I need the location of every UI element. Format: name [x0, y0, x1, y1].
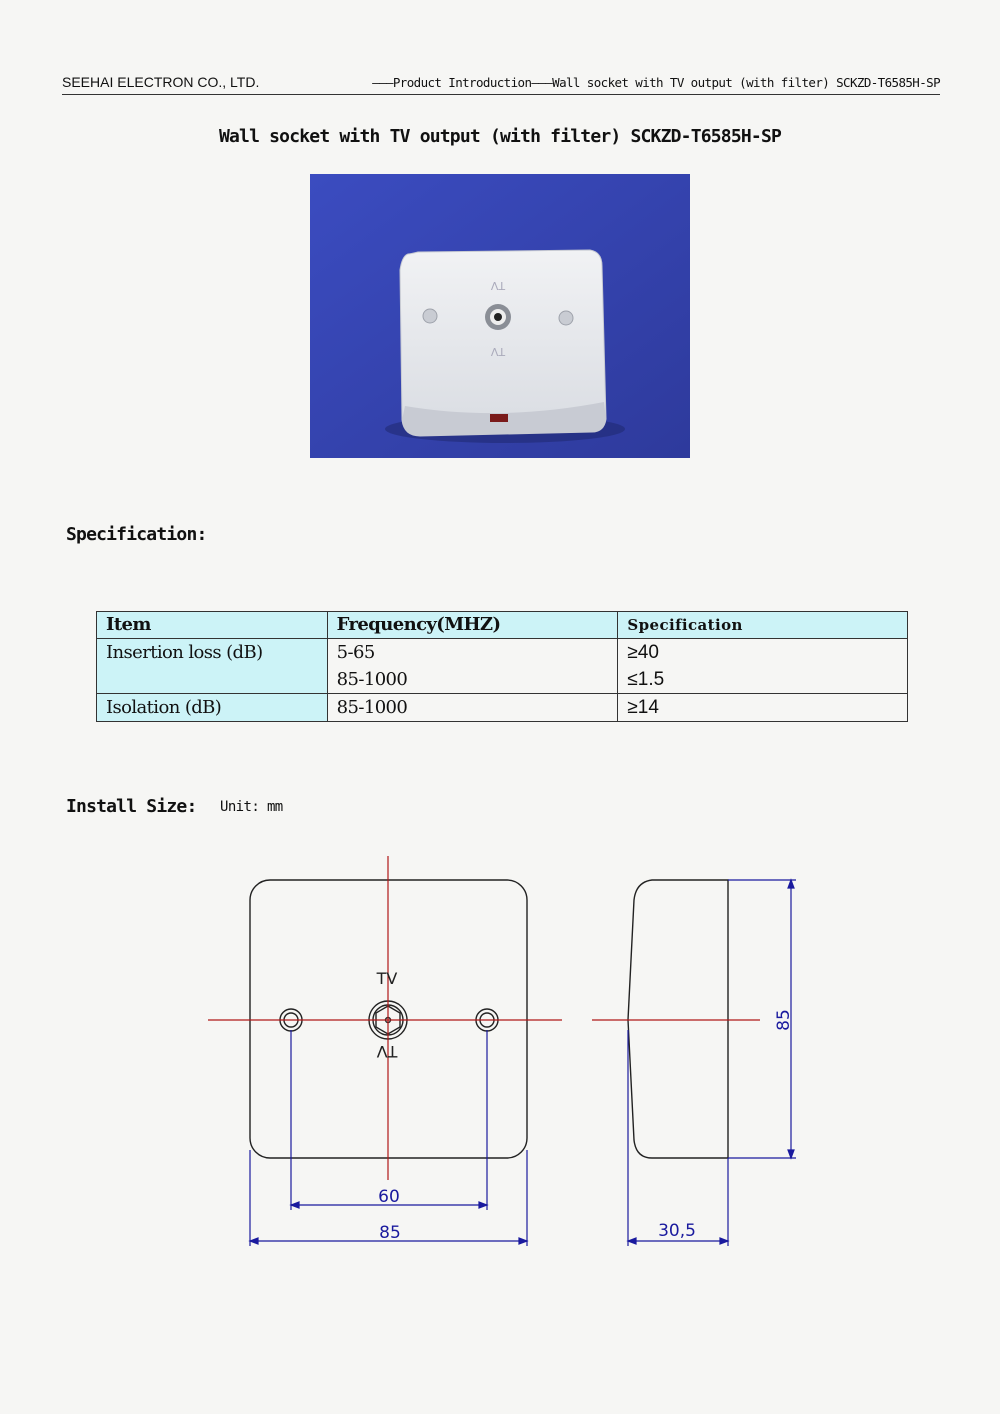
column-header-item: Item	[97, 612, 328, 639]
document-title: Wall socket with TV output (with filter) SCKZD-T6585H-SP	[218, 126, 782, 147]
company-name: SEEHAI ELECTRON CO., LTD.	[62, 74, 260, 90]
specification-heading: Specification:	[66, 524, 207, 545]
table-header-row	[97, 612, 908, 639]
install-size-drawing	[0, 840, 1000, 1260]
frequency-value: 85-1000	[336, 669, 408, 690]
table-row	[97, 694, 908, 722]
row-frequency	[327, 639, 618, 694]
dimension-depth: 30,5	[658, 1221, 696, 1241]
spec-value: ≥40	[627, 642, 659, 663]
frequency-value: 5-65	[336, 642, 375, 663]
row-item: Isolation (dB)	[97, 694, 328, 722]
product-photo	[310, 174, 690, 458]
column-header-frequency: Frequency(MHZ)	[327, 612, 618, 639]
table-row	[97, 639, 908, 694]
row-spec	[618, 639, 908, 694]
row-frequency	[327, 694, 618, 722]
photo-label-top: TV	[490, 279, 506, 292]
dimension-height: 85	[774, 1009, 794, 1031]
dimension-hole-spacing: 60	[378, 1187, 400, 1207]
front-tv-label-inverted: TV	[376, 1042, 398, 1061]
install-size-heading: Install Size:	[66, 796, 197, 817]
header-path: ———Product Introduction———Wall socket with TV output (with filter) SCKZD-T6585H-SP	[372, 74, 940, 90]
spec-value: ≥14	[627, 697, 659, 718]
spec-value: ≤1.5	[627, 669, 665, 690]
front-tv-label: TV	[376, 969, 398, 988]
side-view-outline	[628, 880, 728, 1158]
photo-label-bottom: TV	[490, 345, 506, 358]
frequency-value: 85-1000	[336, 697, 408, 718]
page-header	[62, 70, 940, 95]
dimension-width: 85	[379, 1223, 401, 1243]
row-item: Insertion loss (dB)	[97, 639, 328, 694]
unit-label: Unit: mm	[220, 799, 283, 815]
column-header-specification: Specification	[618, 612, 908, 639]
specification-table	[96, 611, 908, 722]
row-spec	[618, 694, 908, 722]
